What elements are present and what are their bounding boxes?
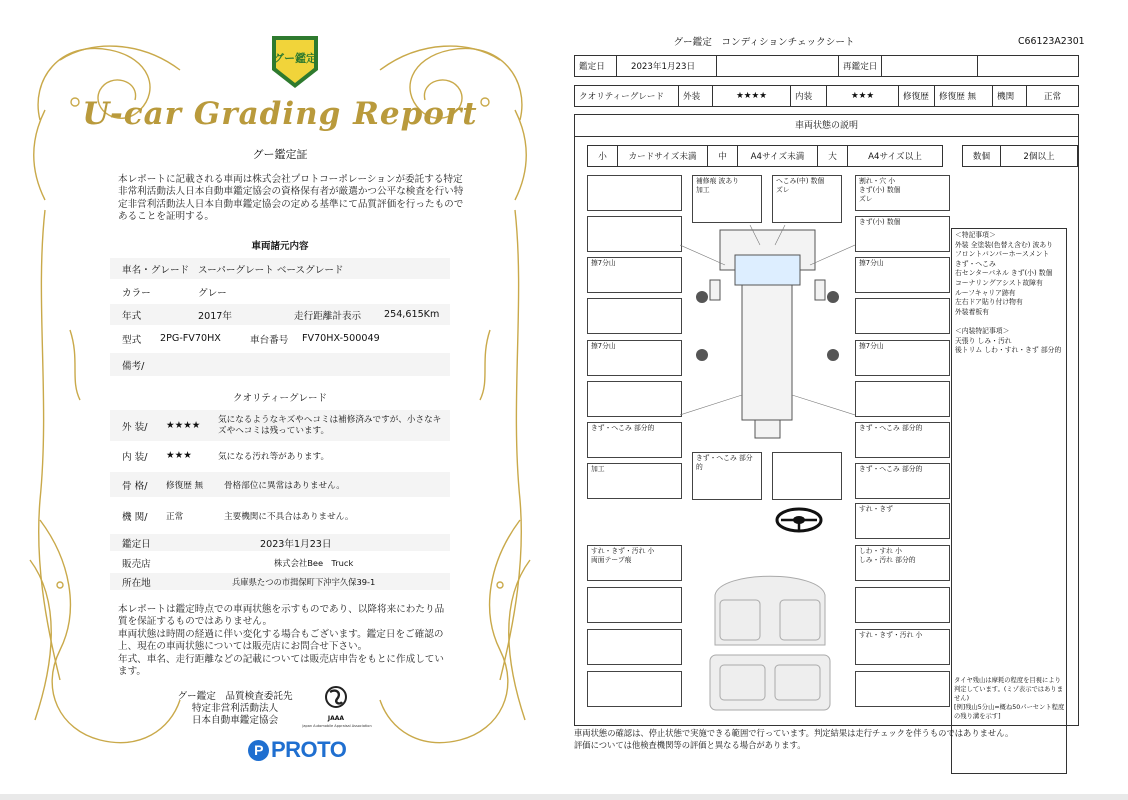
box-left-2: [587, 216, 682, 252]
engine-label: 機関: [993, 86, 1027, 107]
address-label: 所在地: [122, 577, 151, 589]
ext-label: 外装: [679, 86, 713, 107]
box-bottom-2: [772, 452, 842, 500]
date-value: 2023年1月23日: [617, 56, 717, 77]
dealer-value: 株式会社Bee Truck: [274, 557, 354, 568]
box-seat-left-3: [587, 629, 682, 665]
exterior-stars: ★★★★: [166, 420, 201, 431]
frame-text: 骨格部位に異常はありません。: [224, 480, 345, 491]
org-line-2: 特定非営利活動法人: [191, 703, 279, 714]
address-row: [110, 573, 450, 591]
spec-row-color: [110, 281, 450, 303]
legend-table: [587, 145, 943, 167]
box-seat-right-4: [855, 671, 950, 707]
dealer-row: [110, 554, 450, 572]
legend-large-desc: A4サイズ以上: [848, 146, 943, 167]
legend-count-desc: 2個以上: [1001, 146, 1078, 167]
date-empty: [717, 56, 839, 77]
remarks-label: 備考/: [122, 360, 145, 372]
box-wheel: すれ・きず: [855, 503, 950, 539]
reappraisal-label: 再鑑定日: [839, 56, 882, 77]
quality-row-engine: [110, 503, 450, 529]
box-seat-right-3: すれ・きず・汚れ 小: [855, 629, 950, 665]
repair-value: 修復歴 無: [935, 86, 993, 107]
proto-label: PROTO: [271, 737, 347, 762]
legend-mid-desc: A4サイズ未満: [738, 146, 818, 167]
spec-row-remarks: [110, 353, 450, 377]
box-bottom-1: きず・へこみ 部分的: [692, 452, 762, 500]
name-label: 車名・グレード: [122, 264, 190, 276]
box-right-5: 擦7分山: [855, 340, 950, 376]
quality-heading: クオリティーグレード: [232, 393, 328, 404]
repair-label: 修復歴: [899, 86, 935, 107]
quality-row-frame: [110, 472, 450, 498]
proto-mark-icon: P: [248, 740, 269, 761]
interior-label: 内 装/: [122, 451, 148, 463]
spec-row-model: [110, 328, 450, 350]
box-top-1: 補修痕 波あり 加工: [692, 175, 762, 223]
reappraisal-value: [882, 56, 978, 77]
exterior-text: 気になるようなキズやヘコミは補修済みですが、小さなキズやヘコミは残っています。: [218, 414, 442, 436]
certificate-subtitle: グー鑑定証: [252, 148, 308, 161]
mileage-label: 走行距離計表示: [294, 310, 362, 322]
intro-text: 本レポートに記載される車両は株式会社プロトコーポレーションが委託する特定非常利活動法人日本自動車鑑定協会の資格保有者が厳選かつ公平な検査を行い特定非営利活動法人日本自動車鑑定協会の定める基準にて品質評価を行ったものであることを証明する。: [118, 174, 464, 223]
box-seat-right-2: [855, 587, 950, 623]
tire-note: タイヤ残山は摩耗の程度を目視により判定しています。(ミゾ表示ではありません) [例]残山5分山=概ね50パーセント程度の残り溝を示す]: [954, 677, 1065, 720]
count-legend-table: [962, 145, 1078, 167]
int-label: 内装: [791, 86, 827, 107]
box-left-5: 擦7分山: [587, 340, 682, 376]
int-stars: ★★★: [827, 86, 899, 107]
box-right-2: きず(小) 数個: [855, 216, 950, 252]
box-seat-left-4: [587, 671, 682, 707]
report-title: U-car Grading Report: [82, 96, 478, 132]
truck-topview-diagram-icon: [680, 225, 855, 450]
sheet-heading: グー鑑定 コンディションチェックシート: [673, 37, 855, 48]
chassis-value: FV70HX-500049: [302, 333, 380, 344]
legend-small-desc: カードサイズ未満: [618, 146, 708, 167]
proto-logo: [248, 737, 346, 763]
sheet-code: C66123A2301: [1018, 36, 1085, 47]
reappraisal-extra: [978, 56, 1079, 77]
address-value: 兵庫県たつの市揖保町下沖宇久保39-1: [232, 576, 376, 587]
box-right-6: [855, 381, 950, 417]
box-right-8: きず・へこみ 部分的: [855, 463, 950, 499]
ext-stars: ★★★★: [713, 86, 791, 107]
color-label: カラー: [122, 287, 151, 299]
box-left-7: きず・へこみ 部分的: [587, 422, 682, 458]
color-value: グレー: [198, 287, 227, 299]
appraisal-date-row: [110, 534, 450, 552]
box-left-8: 加工: [587, 463, 682, 499]
box-seat-right: しわ・すれ 小 しみ・汚れ 部分的: [855, 545, 950, 581]
box-left-6: [587, 381, 682, 417]
box-left-1: [587, 175, 682, 211]
engine-label: 機 関/: [122, 511, 148, 523]
model-value: 2PG-FV70HX: [160, 333, 221, 344]
model-label: 型式: [122, 334, 142, 346]
chassis-label: 車台番号: [250, 334, 289, 346]
steering-wheel-icon: [775, 507, 823, 533]
mileage-value: 254,615Km: [384, 309, 440, 320]
interior-stars: ★★★: [166, 450, 192, 461]
grade-label: クオリティーグレード: [575, 86, 679, 107]
jaaa-subtitle: Japan Automobile Appraisal Association: [302, 724, 372, 728]
org-line-1: グー鑑定 品質検査委託先: [177, 691, 293, 702]
appraisal-date-label: 鑑定日: [122, 538, 151, 550]
box-right-1: 割れ・穴 小 きず(小) 数個 ズレ: [855, 175, 950, 211]
legend-small: 小: [588, 146, 618, 167]
badge-text: グー鑑定: [273, 52, 317, 65]
goo-kantei-badge-icon: [268, 32, 322, 90]
box-left-4: [587, 298, 682, 334]
exterior-label: 外 装/: [122, 421, 148, 433]
frame-label: 骨 格/: [122, 480, 148, 492]
box-left-3: 擦7分山: [587, 257, 682, 293]
year-label: 年式: [122, 310, 142, 322]
interior-text: 気になる汚れ等があります。: [218, 451, 330, 462]
spec-row-name: [110, 258, 450, 280]
special-notes: ＜特記事項＞ 外装 全塗装(色替え含む) 波あり フロントバンパーホースメント きず・へこみ 右センターパネル きず(小) 数個 コーナリングアシスト故障有 ルーフキャリア跡有 左右ドア貼り付け物有 外装着板有 ＜内装特記事項＞ 天張り しみ・汚れ 後トリム しわ・すれ・きず 部分的: [951, 228, 1067, 774]
box-right-4: [855, 298, 950, 334]
box-right-3: 擦7分山: [855, 257, 950, 293]
org-line-3: 日本自動車鑑定協会: [191, 715, 279, 726]
sheet-footer: 車両状態の確認は、停止状態で実施できる範囲で行っています。判定結果は走行チェックを伴うものではありません。 評価については他検査機関等の評価と異なる場合があります。: [574, 728, 1014, 750]
box-top-2: へこみ(中) 数個 ズレ: [772, 175, 842, 223]
box-seat-left: すれ・きず・汚れ 小 両面テープ痕: [587, 545, 682, 581]
quality-row-interior: [110, 444, 450, 468]
dealer-label: 販売店: [122, 558, 151, 570]
date-table: [574, 55, 1079, 77]
appraisal-date-value: 2023年1月23日: [260, 538, 332, 550]
engine-value: 正常: [166, 511, 184, 522]
grade-table: [574, 85, 1079, 107]
legend-count: 数個: [963, 146, 1001, 167]
legend-large: 大: [818, 146, 848, 167]
engine-value: 正常: [1027, 86, 1079, 107]
name-value: スーパーグレート ベースグレード: [198, 264, 344, 276]
spec-row-year: [110, 304, 450, 326]
year-value: 2017年: [198, 310, 233, 322]
state-heading: 車両状態の説明: [575, 115, 1078, 137]
date-label: 鑑定日: [575, 56, 617, 77]
spec-heading: 車両諸元内容: [251, 241, 309, 252]
box-seat-left-2: [587, 587, 682, 623]
quality-row-exterior: [110, 410, 450, 442]
frame-value: 修復歴 無: [166, 480, 204, 491]
jaaa-label: JAAA: [327, 715, 345, 722]
box-right-7: きず・へこみ 部分的: [855, 422, 950, 458]
notice-text: 本レポートは鑑定時点での車両状態を示すものであり、以降将来にわたり品質を保証するものではありません。 車両状態は時間の経過に伴い変化する場合もございます。鑑定日をご確認の上、現在の車両状態については販売店にお問合せ下さい。 年式、車名、走行距離などの記載については販売店申告をもとに作成しています。: [118, 604, 445, 678]
legend-mid: 中: [708, 146, 738, 167]
condition-check-sheet: [564, 30, 1094, 790]
cabin-interior-diagram-icon: [700, 555, 840, 715]
grading-certificate: [0, 0, 560, 795]
engine-text: 主要機関に不具合はありません。: [224, 511, 354, 522]
